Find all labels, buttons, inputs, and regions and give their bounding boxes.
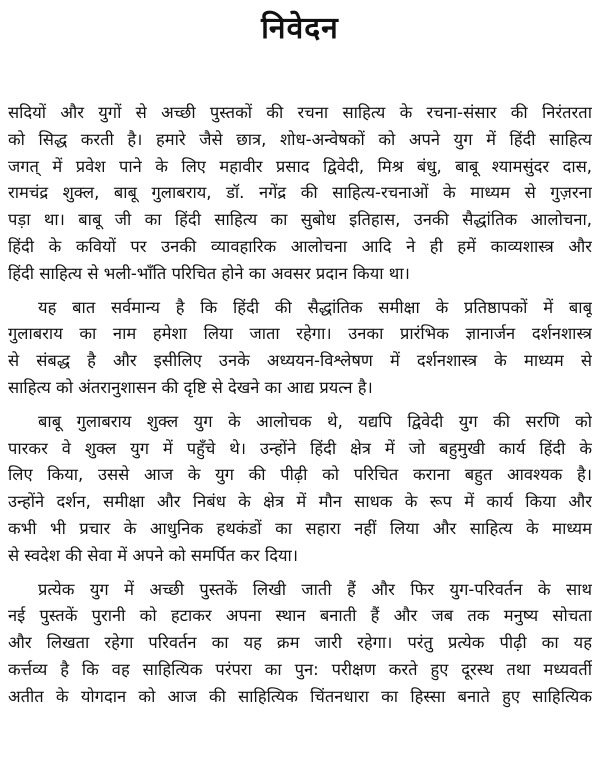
text-line: नई पुस्तकें पुरानी को हटाकर अपना स्थान बनाती हैं और जब तक मनुष्य सोचता (8, 606, 592, 626)
text-line: हिंदी साहित्य से भली-भाँति परिचित होने का अवसर प्रदान किया था। (8, 263, 410, 283)
text-line: यह बात सर्वमान्य है कि हिंदी की सैद्धांतिक समीक्षा के प्रतिष्ठापकों में बाबू (38, 297, 592, 317)
text-line: रामचंद्र शुक्ल, बाबू गुलाबराय, डॉ. नगेंद्र की साहित्य-रचनाओं के माध्यम से गुज़रना (8, 183, 592, 203)
text-line: साहित्य को अंतरानुशासन की दृष्टि से देखने का आद्य प्रयत्न है। (8, 377, 373, 397)
text-line: को सिद्ध करती है। हमारे जैसे छात्र, शोध-अन्वेषकों को अपने युग में हिंदी साहित्य (8, 129, 592, 149)
text-line: से संबद्ध है और इसीलिए उनके अध्ययन-विश्लेषण में दर्शनशास्त्र के माध्यम से (8, 351, 592, 371)
text-line: उन्होंने दर्शन, समीक्षा और निबंध के क्षेत्र में मौन साधक के रूप में कार्य किया और (8, 492, 592, 512)
text-line: सदियों और युगों से अच्छी पुस्तकों की रचना साहित्य के रचना-संसार की निरंतरता (8, 103, 592, 122)
text-line: गुलाबराय का नाम हमेशा लिया जाता रहेगा। उनका प्रारंभिक ज्ञानार्जन दर्शनशास्त्र (8, 324, 592, 344)
page-title: निवेदन (261, 11, 339, 46)
text-line: लिए किया, उससे आज के युग की पीढ़ी को परिचित कराना बहुत आवश्यक है। (8, 465, 592, 485)
text-line: बाबू गुलाबराय शुक्ल युग के आलोचक थे, यद्यपि द्विवेदी युग की सरणि को (38, 411, 592, 431)
text-line: कर्त्तव्य है कि वह साहित्यिक परंपरा का पुन: परीक्षण करते हुए दूरस्थ तथा मध्यवर्ती (8, 659, 592, 679)
paragraph-4 (8, 577, 592, 711)
paragraph-2 (8, 295, 592, 402)
paragraph-3 (8, 409, 592, 570)
text-line: पारकर वे शुक्ल युग में पहुँचे थे। उन्होंने हिंदी क्षेत्र में जो बहुमुखी कार्य हिंदी के (8, 438, 592, 458)
paragraph-1 (8, 100, 592, 288)
text-line: अतीत के योगदान को आज की साहित्यिक चिंतनधारा का हिस्सा बनाते हुए साहित्यिक (8, 686, 592, 706)
text-line: और लिखता रहेगा परिवर्तन का यह क्रम जारी रहेगा। परंतु प्रत्येक पीढ़ी का यह (8, 633, 592, 653)
text-line: हिंदी के कवियों पर उनकी व्यावहारिक आलोचना आदि ने ही हमें काव्यशास्त्र और (8, 236, 592, 256)
text-line: प्रत्येक युग में अच्छी पुस्तकें लिखी जाती हैं और फिर युग-परिवर्तन के साथ (38, 579, 592, 599)
text-line: जगत् में प्रवेश पाने के लिए महावीर प्रसाद द्विवेदी, मिश्र बंधु, बाबू श्यामसुंदर दास, (8, 156, 592, 176)
text-line: से स्वदेश की सेवा में अपने को समर्पित कर दिया। (8, 545, 299, 565)
text-line: पड़ा था। बाबू जी का हिंदी साहित्य का सुबोध इतिहास, उनकी सैद्धांतिक आलोचना, (8, 210, 592, 230)
text-line: कभी भी प्रचार के आधुनिक हथकंडों का सहारा नहीं लिया और साहित्य के माध्यम (8, 518, 592, 538)
body-text (8, 100, 592, 718)
